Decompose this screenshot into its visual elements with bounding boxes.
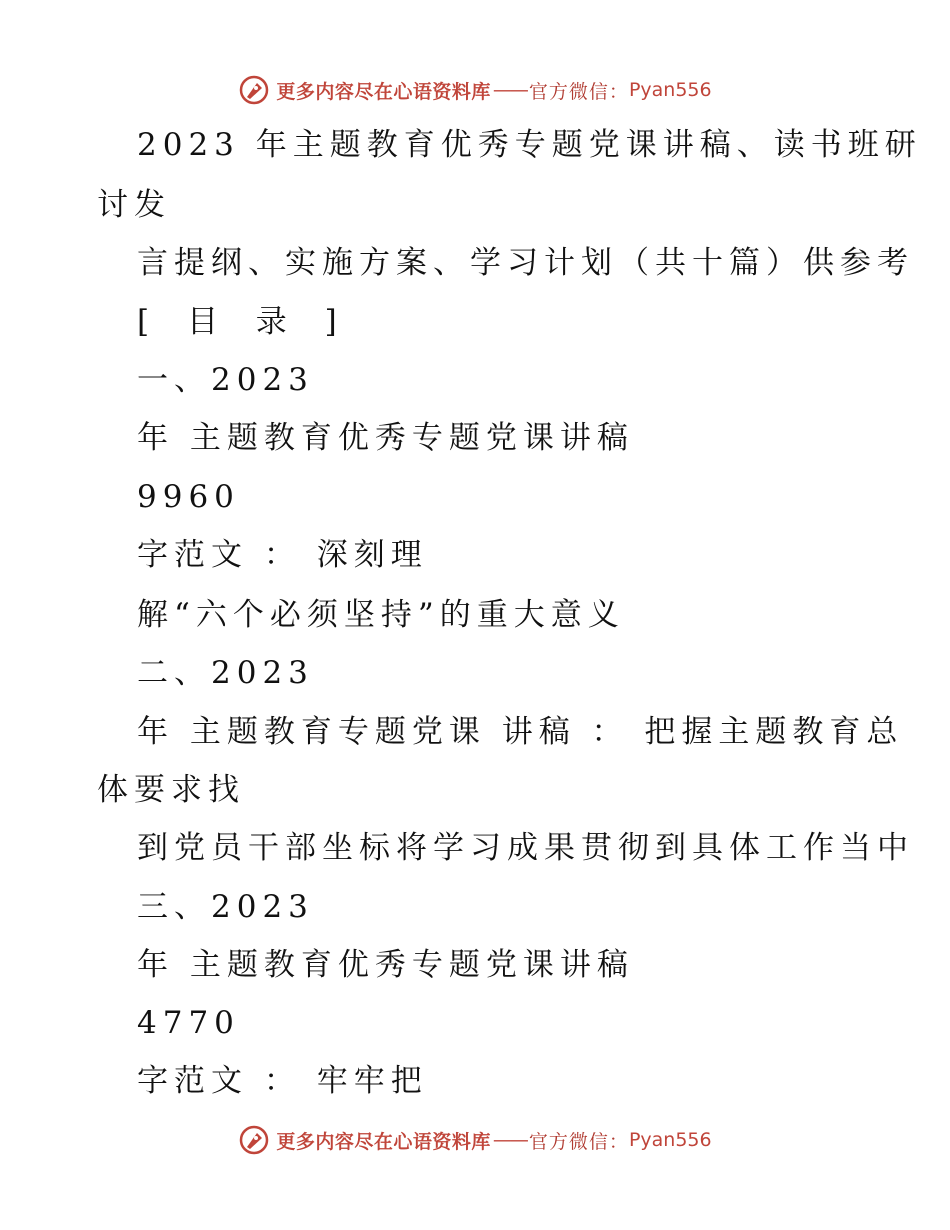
fountain-pen-nib-icon [238,74,270,106]
toc-item-text: 字范文 ： 深刻理 [137,537,428,573]
title-line-1: 2023 年主题教育优秀专题党课讲稿、读书班研 [137,127,922,163]
watermark-dash: —— [492,79,527,101]
toc-item-number: 二、2023 [137,655,314,691]
watermark-dash: —— [492,1129,527,1151]
fountain-pen-nib-icon [238,1124,270,1156]
watermark-text: 更多内容尽在心语资料库 [276,80,491,103]
toc-item-text: 年 主题教育专题党课 讲稿 ： 把握主题教育总 [137,714,904,750]
toc-item-text: 4770 [137,1005,240,1041]
toc-item-text: 年 主题教育优秀专题党课讲稿 [137,420,634,456]
toc-item-text: 解“六个必须坚持”的重大意义 [137,597,625,633]
toc-item-number: 一、2023 [137,362,314,398]
watermark-text: 更多内容尽在心语资料库 [276,1130,491,1153]
toc-item-text: 字范文 ： 牢牢把 [137,1063,428,1099]
wechat-id: Pyan556 [628,1129,712,1151]
toc-item-text: 9960 [137,479,240,515]
watermark-banner-top [0,70,950,110]
toc-heading: [ 目 录 ] [137,304,351,340]
title-line-3: 言提纲、实施方案、学习计划（共十篇）供参考 [137,245,914,281]
watermark-banner-bottom [0,1120,950,1160]
toc-item-number: 三、2023 [137,889,314,925]
wechat-label: 官方微信： [528,80,629,103]
toc-item-text: 体要求找 [97,772,245,808]
toc-item-text: 到党员干部坐标将学习成果贯彻到具体工作当中 [137,830,914,866]
wechat-id: Pyan556 [628,79,712,101]
title-line-2: 讨发 [97,187,171,223]
wechat-label: 官方微信： [528,1130,629,1153]
toc-item-text: 年 主题教育优秀专题党课讲稿 [137,947,634,983]
